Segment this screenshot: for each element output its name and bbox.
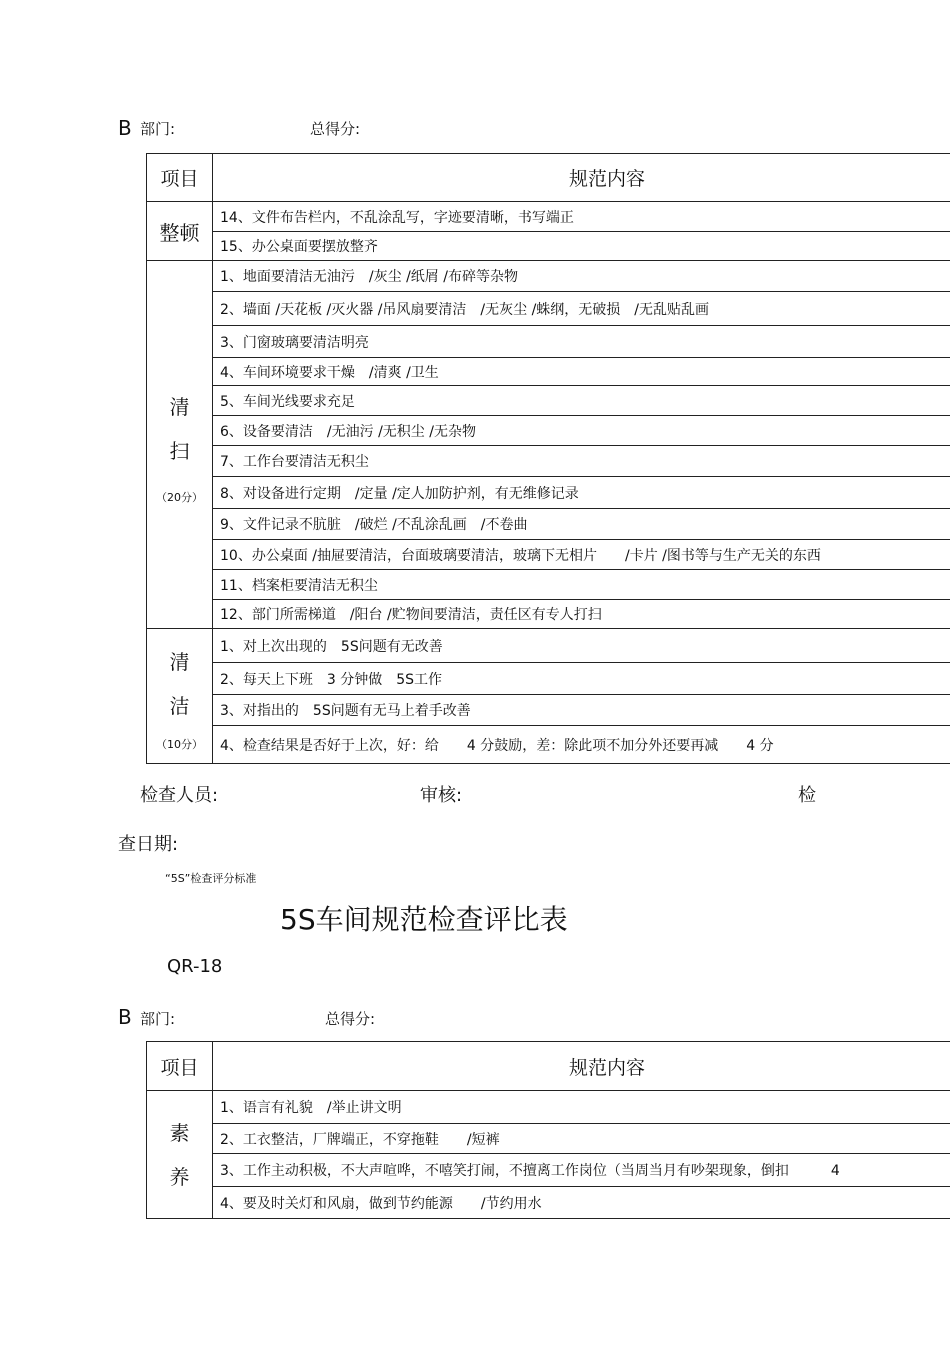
category-char: 清: [169, 650, 190, 674]
table-row: [147, 358, 950, 386]
category-char: 扫: [169, 438, 190, 463]
table-row: [147, 695, 950, 726]
dept-prefix: B: [118, 116, 132, 140]
list-item: 14、文件布告栏内，不乱涂乱写，字迹要清晰，书写端正: [213, 202, 950, 232]
dept-prefix: B: [118, 1005, 132, 1029]
reviewer-label: 审核:: [420, 785, 463, 806]
table-row: [147, 261, 950, 292]
list-item: 4、车间环境要求干燥 /清爽 /卫生: [213, 358, 950, 386]
list-item: 8、对设备进行定期 /定量 /定人加防护剂，有无维修记录: [213, 477, 950, 509]
list-item: 15、办公桌面要摆放整齐: [213, 232, 950, 261]
category-suyang: [147, 1091, 213, 1219]
list-item: 7、工作台要清洁无积尘: [213, 446, 950, 477]
table-row: [147, 292, 950, 326]
list-item: 4、检查结果是否好于上次，好：给 4 分鼓励，差：除此项不加分外还要再减 4 分: [213, 726, 950, 764]
inspection-table-2: [146, 1041, 950, 1219]
table-row: [147, 509, 950, 540]
table-row: [147, 600, 950, 629]
dept-label: 部门:: [140, 120, 176, 138]
inspection-table-1: [146, 153, 950, 764]
table-row: [147, 1154, 950, 1187]
table-row: [147, 629, 950, 663]
list-item: 6、设备要清洁 /无油污 /无积尘 /无杂物: [213, 416, 950, 446]
table-row: [147, 1091, 950, 1124]
list-item: 10、办公桌面 /抽屉要清洁，台面玻璃要清洁，玻璃下无相片 /卡片 /图书等与生产无关的东西: [213, 540, 950, 570]
category-points: （20分）: [156, 490, 203, 504]
list-item: 12、部门所需梯道 /阳台 /贮物间要清洁，责任区有专人打扫: [213, 600, 950, 629]
table-row: [147, 416, 950, 446]
table-header-row: [147, 154, 950, 202]
table-row: [147, 1187, 950, 1219]
table-row: [147, 232, 950, 261]
category-char: 养: [169, 1164, 190, 1189]
inspector-label: 检查人员:: [140, 785, 219, 806]
category-zhengdun: 整顿: [147, 202, 213, 261]
table-row: [147, 202, 950, 232]
table-row: [147, 540, 950, 570]
check-date-label-part2: 查日期:: [118, 834, 179, 855]
category-char: 清: [169, 394, 190, 419]
list-item: 3、对指出的 5S问题有无马上着手改善: [213, 695, 950, 726]
check-date-label-part1: 检: [798, 785, 816, 806]
table-row: [147, 663, 950, 695]
dept-label: 部门:: [140, 1010, 176, 1028]
total-score-label: 总得分:: [325, 1010, 376, 1028]
document-title: 5S车间规范检查评比表: [280, 903, 568, 936]
table-header-row: [147, 1042, 950, 1091]
header-item: 项目: [147, 154, 213, 202]
list-item: 4、要及时关灯和风扇，做到节约能源 /节约用水: [213, 1187, 950, 1219]
list-item: 1、地面要清洁无油污 /灰尘 /纸屑 /布碎等杂物: [213, 261, 950, 292]
document-code: QR-18: [167, 956, 223, 977]
total-score-label: 总得分:: [310, 120, 361, 138]
table-row: [147, 326, 950, 358]
list-item: 9、文件记录不肮脏 /破烂 /不乱涂乱画 /不卷曲: [213, 509, 950, 540]
category-qingjie: [147, 629, 213, 764]
table-row: [147, 726, 950, 764]
category-points: （10分）: [156, 738, 203, 751]
list-item: 1、对上次出现的 5S问题有无改善: [213, 629, 950, 663]
table-row: [147, 386, 950, 416]
list-item: 2、工衣整洁，厂牌端正，不穿拖鞋 /短裤: [213, 1124, 950, 1154]
category-qingsao: [147, 261, 213, 629]
list-item: 11、档案柜要清洁无积尘: [213, 570, 950, 600]
table-row: [147, 570, 950, 600]
table-row: [147, 446, 950, 477]
list-item: 5、车间光线要求充足: [213, 386, 950, 416]
category-char: 洁: [169, 694, 190, 718]
list-item: 1、语言有礼貌 /举止讲文明: [213, 1091, 950, 1124]
header-content: 规范内容: [213, 154, 950, 202]
list-item: 2、墙面 /天花板 /灭火器 /吊风扇要清洁 /无灰尘 /蛛纲，无破损 /无乱贴乱画: [213, 292, 950, 326]
list-item: 3、工作主动积极，不大声喧哗，不嘻笑打闹，不擅离工作岗位（当周当月有吵架现象，倒扣 4: [213, 1154, 950, 1187]
category-char: 素: [169, 1120, 190, 1145]
table-row: [147, 1124, 950, 1154]
list-item: 3、门窗玻璃要清洁明亮: [213, 326, 950, 358]
header-content: 规范内容: [213, 1042, 950, 1091]
list-item: 2、每天上下班 3 分钟做 5S工作: [213, 663, 950, 695]
table-row: [147, 477, 950, 509]
header-item: 项目: [147, 1042, 213, 1091]
standard-note: “5S”检查评分标准: [165, 872, 257, 885]
